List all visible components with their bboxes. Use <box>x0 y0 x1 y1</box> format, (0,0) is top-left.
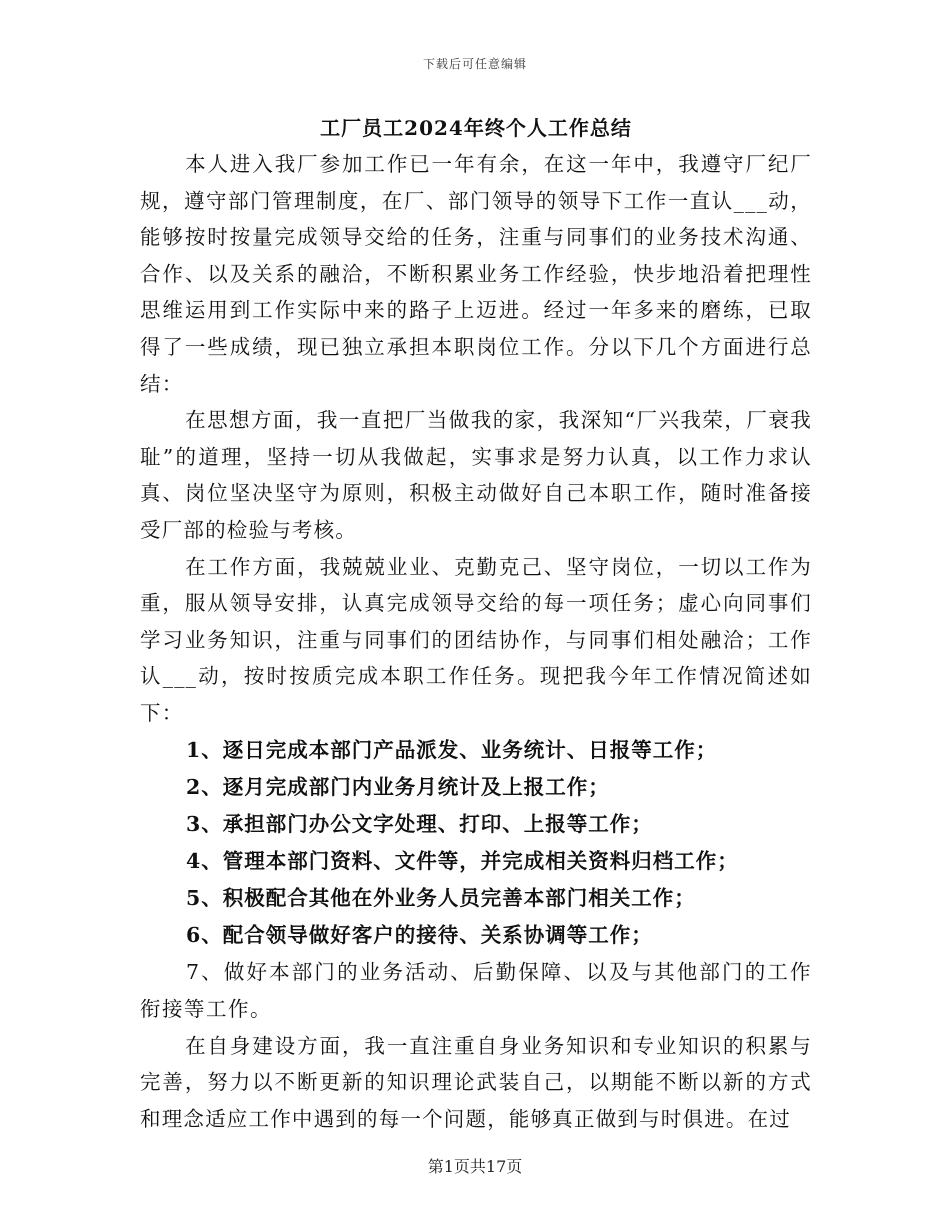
list-item: 1、逐日完成本部门产品派发、业务统计、日报等工作； <box>186 737 718 762</box>
header-note: 下载后可任意编辑 <box>422 57 527 71</box>
document-body <box>140 112 812 1137</box>
document-title: 工厂员工2024年终个人工作总结 <box>320 116 632 140</box>
work-list <box>140 732 812 1028</box>
page-number: 第1页共17页 <box>427 1157 523 1176</box>
list-item: 3、承担部门办公文字处理、打印、上报等工作； <box>186 811 653 836</box>
paragraph-self-development: 在自身建设方面，我一直注重自身业务知识和专业知识的积累与完善，努力以不断更新的知识理论武装自己，以期能不断以新的方式和理念适应工作中遇到的每一个问题，能够真正做到与时俱进。在过 <box>140 1033 812 1131</box>
list-item: 7、做好本部门的业务活动、后勤保障、以及与其他部门的工作衔接等工作。 <box>140 959 812 1021</box>
list-item: 4、管理本部门资料、文件等，并完成相关资料归档工作； <box>186 848 739 873</box>
list-item: 6、配合领导做好客户的接待、关系协调等工作； <box>186 922 653 947</box>
paragraph-thinking: 在思想方面，我一直把厂当做我的家，我深知“厂兴我荣，厂衰我耻”的道理，坚持一切从我做起，实事求是努力认真，以工作力求认真、岗位坚决坚守为原则，积极主动做好自己本职工作，随时准备接受厂部的检验与考核。 <box>140 408 812 542</box>
paragraph-work: 在工作方面，我兢兢业业、克勤克己、坚守岗位，一切以工作为重，服从领导安排，认真完成领导交给的每一项任务；虚心向同事们学习业务知识，注重与同事们的团结协作，与同事们相处融洽；工作认___动，按时按质完成本职工作任务。现把我今年工作情况简述如下： <box>140 554 812 725</box>
list-item: 2、逐月完成部门内业务月统计及上报工作； <box>186 774 610 799</box>
list-item: 5、积极配合其他在外业务人员完善本部门相关工作； <box>186 885 696 910</box>
paragraph-intro: 本人进入我厂参加工作已一年有余，在这一年中，我遵守厂纪厂规，遵守部门管理制度，在厂、部门领导的领导下工作一直认___动，能够按时按量完成领导交给的任务，注重与同事们的业务技术沟通、合作、以及关系的融洽，不断积累业务工作经验，快步地沿着把理性思维运用到工作实际中来的路子上迈进。经过一年多来的磨练，已取得了一些成绩，现已独立承担本职岗位工作。分以下几个方面进行总结： <box>140 152 812 396</box>
